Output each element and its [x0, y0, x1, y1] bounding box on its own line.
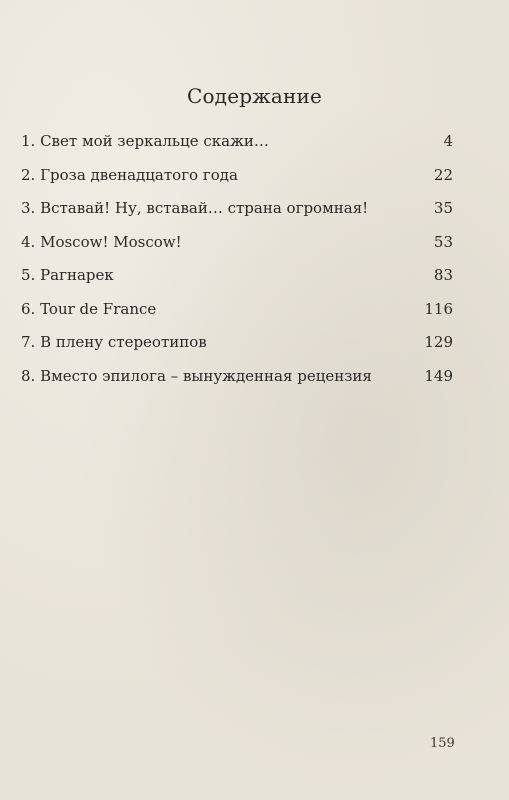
toc-entry-label: 2. Гроза двенадцатого года [21, 165, 238, 184]
toc-entry-page: 35 [433, 199, 453, 217]
toc-entry-page: 83 [433, 266, 453, 284]
toc-entry [21, 132, 453, 166]
toc-entry [21, 266, 453, 300]
toc-entry-page: 129 [424, 333, 453, 351]
toc-entry [21, 233, 453, 267]
toc-entry-label: 7. В плену стереотипов [21, 333, 207, 351]
toc-entry-label: 5. Рагнарек [21, 266, 114, 284]
toc-entry-page: 4 [443, 132, 453, 150]
toc-entry-label: 8. Вместо эпилога – вынужденная рецензия [21, 366, 372, 385]
toc-entry [21, 300, 453, 334]
toc-entry-page: 116 [424, 299, 453, 318]
toc-entry [21, 333, 453, 367]
toc-entry-label: 6. Tour de France [21, 299, 157, 318]
toc-entry [21, 166, 453, 200]
table-of-contents [21, 132, 453, 400]
toc-entry-label: 1. Свет мой зеркальце скажи… [21, 132, 269, 150]
toc-entry-page: 149 [424, 366, 453, 385]
toc-entry-label: 4. Moscow! Moscow! [21, 232, 182, 251]
toc-entry-label: 3. Вставай! Ну, вставай… страна огромная! [21, 199, 369, 217]
page-number: 159 [430, 736, 455, 751]
toc-entry [21, 367, 453, 401]
page-title: Содержание [186, 84, 323, 108]
toc-entry-page: 22 [433, 165, 453, 184]
toc-entry-page: 53 [433, 232, 453, 251]
toc-entry [21, 199, 453, 233]
